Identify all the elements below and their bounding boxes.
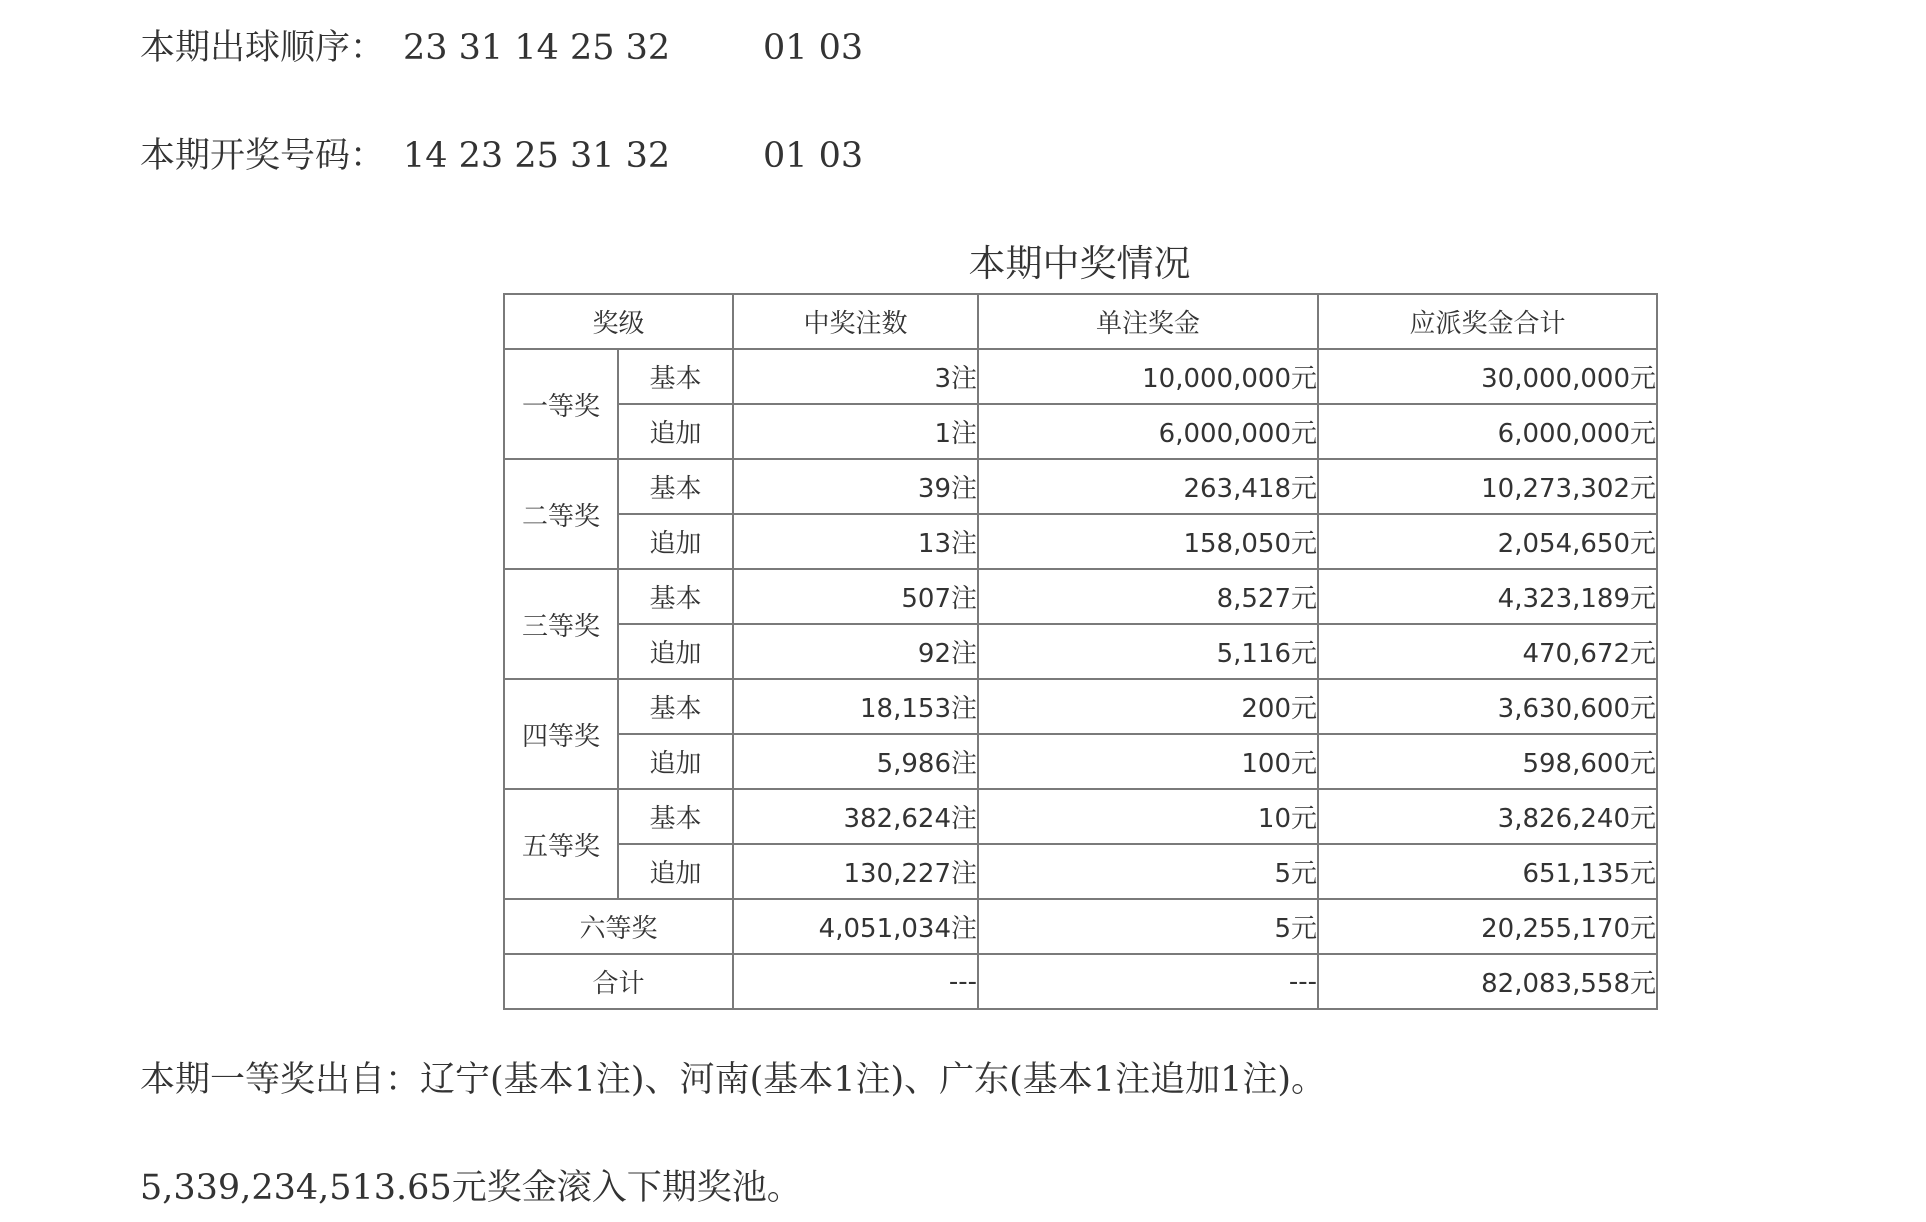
unit-prize: 5元 bbox=[978, 899, 1318, 954]
total-prize: 20,255,170元 bbox=[1318, 899, 1657, 954]
win-count: 1注 bbox=[733, 404, 978, 459]
tier-name: 二等奖 bbox=[504, 459, 618, 569]
total-count: --- bbox=[733, 954, 978, 1009]
header-prize: 单注奖金 bbox=[978, 294, 1318, 349]
win-count: 4,051,034注 bbox=[733, 899, 978, 954]
total-prize: 2,054,650元 bbox=[1318, 514, 1657, 569]
total-prize: 3,630,600元 bbox=[1318, 679, 1657, 734]
tier-type: 追加 bbox=[618, 844, 733, 899]
winning-back-numbers: 01 03 bbox=[763, 136, 864, 176]
unit-prize: 158,050元 bbox=[978, 514, 1318, 569]
table-row bbox=[504, 789, 1657, 844]
first-prize-origin: 本期一等奖出自：辽宁(基本1注)、河南(基本1注)、广东(基本1注追加1注)。 bbox=[140, 1060, 1327, 1100]
win-count: 13注 bbox=[733, 514, 978, 569]
tier-type: 追加 bbox=[618, 624, 733, 679]
win-count: 507注 bbox=[733, 569, 978, 624]
winning-numbers-label: 本期开奖号码： bbox=[140, 136, 386, 176]
unit-prize: 263,418元 bbox=[978, 459, 1318, 514]
tier-name: 五等奖 bbox=[504, 789, 618, 899]
tier-name: 四等奖 bbox=[504, 679, 618, 789]
unit-prize: 10,000,000元 bbox=[978, 349, 1318, 404]
tier-type: 基本 bbox=[618, 349, 733, 404]
tier-name: 三等奖 bbox=[504, 569, 618, 679]
unit-prize: 5元 bbox=[978, 844, 1318, 899]
table-row bbox=[504, 899, 1657, 954]
prize-table bbox=[503, 293, 1658, 1010]
grand-total: 82,083,558元 bbox=[1318, 954, 1657, 1009]
table-row bbox=[504, 679, 1657, 734]
total-label: 合计 bbox=[504, 954, 733, 1009]
table-row bbox=[504, 349, 1657, 404]
total-prize: 30,000,000元 bbox=[1318, 349, 1657, 404]
unit-prize: 6,000,000元 bbox=[978, 404, 1318, 459]
table-row bbox=[504, 459, 1657, 514]
rollover-text: 5,339,234,513.65元奖金滚入下期奖池。 bbox=[140, 1168, 802, 1208]
table-row bbox=[504, 569, 1657, 624]
tier-type: 追加 bbox=[618, 404, 733, 459]
tier-name: 一等奖 bbox=[504, 349, 618, 459]
win-count: 382,624注 bbox=[733, 789, 978, 844]
win-count: 92注 bbox=[733, 624, 978, 679]
winning-front-numbers: 14 23 25 31 32 bbox=[403, 136, 671, 176]
table-row bbox=[504, 404, 1657, 459]
tier-type: 基本 bbox=[618, 569, 733, 624]
total-prize: 10,273,302元 bbox=[1318, 459, 1657, 514]
winning-numbers-line bbox=[140, 131, 864, 181]
win-count: 130,227注 bbox=[733, 844, 978, 899]
total-prize: 3,826,240元 bbox=[1318, 789, 1657, 844]
header-total: 应派奖金合计 bbox=[1318, 294, 1657, 349]
tier-name: 六等奖 bbox=[504, 899, 733, 954]
unit-prize: 8,527元 bbox=[978, 569, 1318, 624]
total-unit-prize: --- bbox=[978, 954, 1318, 1009]
table-row bbox=[504, 624, 1657, 679]
tier-type: 基本 bbox=[618, 459, 733, 514]
win-count: 3注 bbox=[733, 349, 978, 404]
total-prize: 651,135元 bbox=[1318, 844, 1657, 899]
prize-table-header-row bbox=[504, 294, 1657, 349]
unit-prize: 200元 bbox=[978, 679, 1318, 734]
header-tier: 奖级 bbox=[504, 294, 733, 349]
header-count: 中奖注数 bbox=[733, 294, 978, 349]
win-count: 5,986注 bbox=[733, 734, 978, 789]
prize-table-title: 本期中奖情况 bbox=[968, 242, 1191, 285]
total-prize: 470,672元 bbox=[1318, 624, 1657, 679]
win-count: 18,153注 bbox=[733, 679, 978, 734]
draw-order-back-numbers: 01 03 bbox=[763, 28, 864, 68]
tier-type: 基本 bbox=[618, 789, 733, 844]
total-prize: 6,000,000元 bbox=[1318, 404, 1657, 459]
unit-prize: 5,116元 bbox=[978, 624, 1318, 679]
draw-order-line bbox=[140, 23, 864, 73]
table-total-row bbox=[504, 954, 1657, 1009]
total-prize: 4,323,189元 bbox=[1318, 569, 1657, 624]
table-row bbox=[504, 734, 1657, 789]
tier-type: 追加 bbox=[618, 734, 733, 789]
table-row bbox=[504, 844, 1657, 899]
total-prize: 598,600元 bbox=[1318, 734, 1657, 789]
unit-prize: 100元 bbox=[978, 734, 1318, 789]
table-row bbox=[504, 514, 1657, 569]
tier-type: 追加 bbox=[618, 514, 733, 569]
tier-type: 基本 bbox=[618, 679, 733, 734]
draw-order-label: 本期出球顺序： bbox=[140, 28, 386, 68]
draw-order-front-numbers: 23 31 14 25 32 bbox=[403, 28, 671, 68]
win-count: 39注 bbox=[733, 459, 978, 514]
unit-prize: 10元 bbox=[978, 789, 1318, 844]
